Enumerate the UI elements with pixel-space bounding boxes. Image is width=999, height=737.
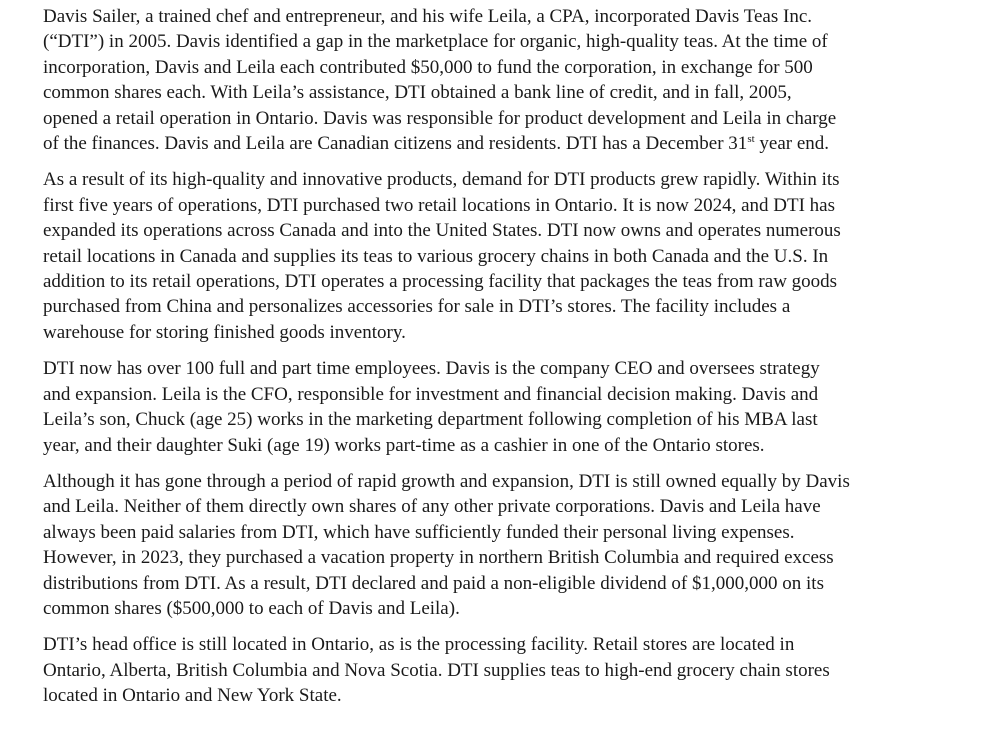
paragraph-ownership [43, 469, 943, 621]
paragraph-employees [43, 356, 943, 458]
paragraph-company-background [43, 4, 943, 156]
text-segment: of the finances. Davis and Leila are Canadian citizens and residents. DTI has a December 31 [43, 133, 748, 155]
document-body [43, 4, 943, 720]
text-line: expanded its operations across Canada and into the United States. DTI now owns and operates numerous [43, 220, 841, 242]
paragraph-locations [43, 632, 943, 708]
text-line: However, in 2023, they purchased a vacation property in northern British Columbia and required excess [43, 547, 834, 569]
text-line: opened a retail operation in Ontario. Davis was responsible for product development and Leila in charge [43, 107, 837, 129]
text-line: and expansion. Leila is the CFO, responsible for investment and financial decision making. Davis and [43, 383, 819, 405]
text-line: As a result of its high-quality and innovative products, demand for DTI products grew rapidly. Within its [43, 169, 840, 191]
text-line: distributions from DTI. As a result, DTI declared and paid a non-eligible dividend of $1,000,000 on its [43, 572, 824, 594]
text-line: DTI now has over 100 full and part time employees. Davis is the company CEO and oversees strategy [43, 358, 820, 380]
text-line: Davis Sailer, a trained chef and entrepreneur, and his wife Leila, a CPA, incorporated Davis Teas Inc. [43, 6, 813, 27]
text-line: incorporation, Davis and Leila each contributed $50,000 to fund the corporation, in exchange for 500 [43, 56, 813, 78]
text-line [43, 131, 943, 156]
text-line: purchased from China and personalizes accessories for sale in DTI’s stores. The facility includes a [43, 296, 791, 318]
text-line: Leila’s son, Chuck (age 25) works in the marketing department following completion of his MBA last [43, 409, 818, 431]
text-line: common shares ($500,000 to each of Davis and Leila). [43, 597, 460, 619]
text-line: DTI’s head office is still located in Ontario, as is the processing facility. Retail stores are located in [43, 634, 795, 656]
text-line: (“DTI”) in 2005. Davis identified a gap in the marketplace for organic, high-quality teas. At the time of [43, 31, 828, 53]
text-line: always been paid salaries from DTI, which have sufficiently funded their personal living expenses. [43, 521, 795, 543]
text-line: year, and their daughter Suki (age 19) works part-time as a cashier in one of the Ontario stores. [43, 434, 765, 456]
text-line: located in Ontario and New York State. [43, 685, 342, 707]
text-line: addition to its retail operations, DTI operates a processing facility that packages the teas from raw goods [43, 271, 838, 293]
text-line: and Leila. Neither of them directly own shares of any other private corporations. Davis and Leila have [43, 496, 821, 518]
ordinal-suffix: st [747, 133, 755, 146]
text-segment: year end. [754, 133, 830, 155]
text-line: Although it has gone through a period of rapid growth and expansion, DTI is still owned equally by Davis [43, 470, 850, 492]
text-line: common shares each. With Leila’s assistance, DTI obtained a bank line of credit, and in fall, 2005, [43, 82, 792, 104]
text-line: warehouse for storing finished goods inventory. [43, 321, 406, 343]
text-line: Ontario, Alberta, British Columbia and Nova Scotia. DTI supplies teas to high-end grocery chain stores [43, 659, 830, 681]
text-line: retail locations in Canada and supplies its teas to various grocery chains in both Canada and the U.S. In [43, 245, 829, 267]
paragraph-growth [43, 167, 943, 345]
text-line: first five years of operations, DTI purchased two retail locations in Ontario. It is now 2024, and DTI has [43, 194, 835, 216]
